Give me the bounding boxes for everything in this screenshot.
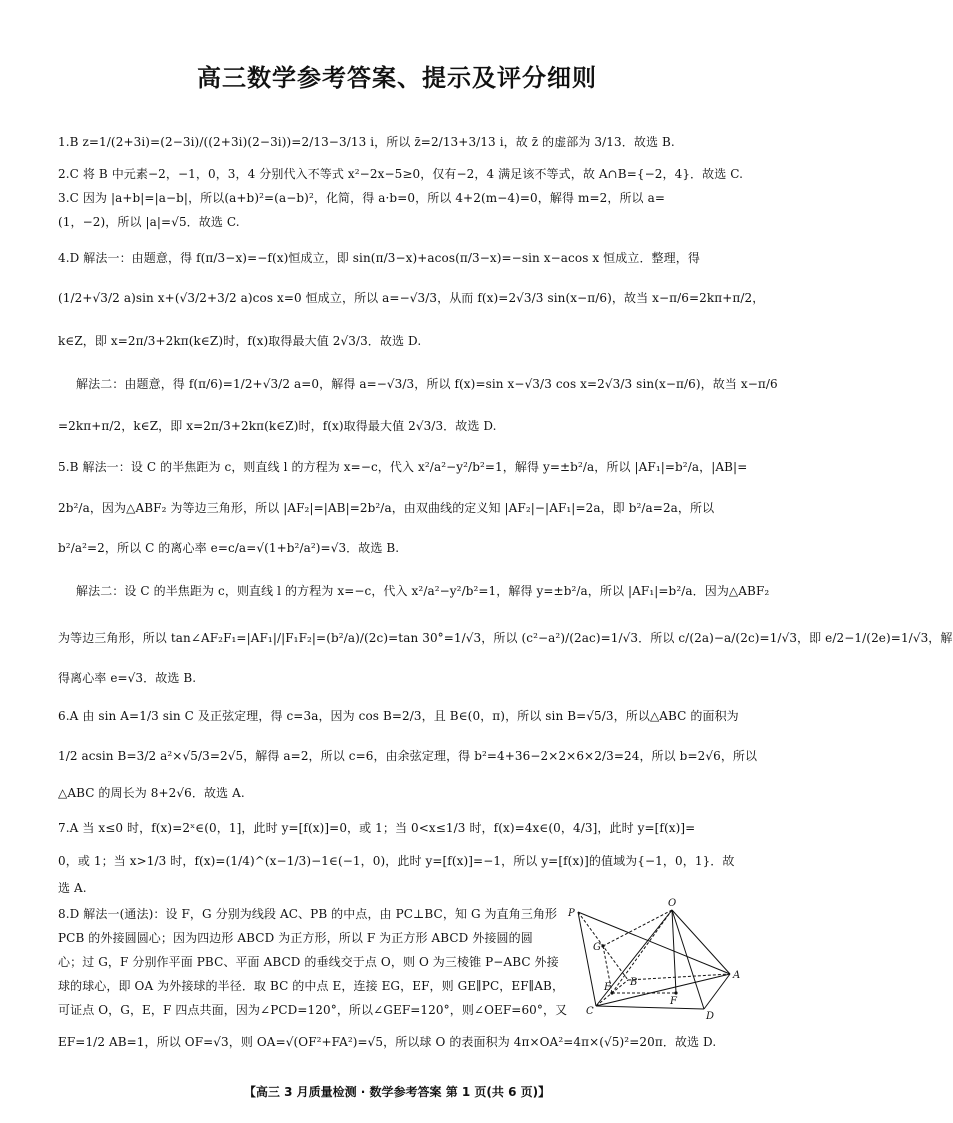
answer-1-line-1: 1.B z=1/(2+3i)=(2−3i)/((2+3i)(2−3i))=2/13−3/13 i，所以 z̄=2/13+3/13 i，故 z̄ 的虚部为 3/13．故选 B. <box>58 135 675 149</box>
edge-cd <box>596 1006 704 1009</box>
label-c: C <box>586 1006 594 1017</box>
answer-5-line-3: b²/a²=2，所以 C 的离心率 e=c/a=√(1+b²/a²)=√3．故选 B. <box>58 541 400 555</box>
point-f <box>674 991 677 994</box>
answer-6-line-2: 1/2 acsin B=3/2 a²×√5/3=2√5，解得 a=2，所以 c=6，由余弦定理，得 b²=4+36−2×2×6×2/3=24，所以 b=2√6，所以 <box>58 749 758 763</box>
page-footer: 【高三 3 月质量检测 · 数学参考答案 第 1 页(共 6 页)】 <box>243 1085 551 1099</box>
label-d: D <box>706 1011 715 1022</box>
answer-8-line-5: 可证点 O，G，E，F 四点共面，因为∠PCD=120°，所以∠GEF=120°，则∠OEF=60°，又 <box>58 1003 568 1017</box>
edge-og <box>603 910 672 946</box>
answer-8-line-2: PCB 的外接圆圆心；因为四边形 ABCD 为正方形，所以 F 为正方形 ABCD 外接圆的圆 <box>58 931 533 945</box>
answer-4-line-2: (1/2+√3/2 a)sin x+(√3/2+3/2 a)cos x=0 恒成立，所以 a=−√3/3，从而 f(x)=2√3/3 sin(x−π/6)，故当 x−π/6=2kπ+π/2， <box>58 291 765 305</box>
label-a: A <box>733 970 741 981</box>
label-o: O <box>668 898 677 909</box>
page-title: 高三数学参考答案、提示及评分细则 <box>197 64 597 92</box>
answer-8-line-6: EF=1/2 AB=1，所以 OF=√3，则 OA=√(OF²+FA²)=√5，所以球 O 的表面积为 4π×OA²=4π×(√5)²=20π．故选 D. <box>58 1035 717 1049</box>
point-g <box>601 944 604 947</box>
edge-ba <box>628 974 730 980</box>
answer-3-line-2: (1，−2)，所以 |a|=√5．故选 C. <box>58 215 240 229</box>
answer-6-line-1: 6.A 由 sin A=1/3 sin C 及正弦定理，得 c=3a，因为 cos B=2/3，且 B∈(0，π)，所以 sin B=√5/3，所以△ABC 的面积为 <box>58 709 739 723</box>
answer-4-method-2-line-2: =2kπ+π/2，k∈Z，即 x=2π/3+2kπ(k∈Z)时，f(x)取得最大值 2√3/3．故选 D. <box>58 419 497 433</box>
answer-7-line-3: 选 A. <box>58 881 87 895</box>
pyramid-diagram <box>566 896 744 1024</box>
answer-6-line-3: △ABC 的周长为 8+2√6．故选 A. <box>58 786 245 800</box>
answer-2-line-1: 2.C 将 B 中元素−2，−1，0，3，4 分别代入不等式 x²−2x−5≥0，仅有−2，4 满足该不等式，故 A∩B={−2，4}．故选 C. <box>58 167 744 181</box>
answer-8-line-1: 8.D 解法一(通法)：设 F，G 分别为线段 AC、PB 的中点，由 PC⊥BC，知 G 为直角三角形 <box>58 907 558 921</box>
answer-8-line-4: 球的球心，即 OA 为外接球的半径．取 BC 的中点 E，连接 EG，EF，则 GE∥PC，EF∥AB， <box>58 979 565 993</box>
label-p: P <box>568 908 575 919</box>
answer-5-method-2-line-1: 解法二：设 C 的半焦距为 c，则直线 l 的方程为 x=−c，代入 x²/a²−y²/b²=1，解得 y=±b²/a，所以 |AF₁|=b²/a．因为△ABF₂ <box>76 584 770 598</box>
label-f: F <box>670 996 677 1007</box>
answer-3-line-1: 3.C 因为 |a+b|=|a−b|，所以(a+b)²=(a−b)²，化简，得 a·b=0，所以 4+2(m−4)=0，解得 m=2，所以 a= <box>58 191 665 205</box>
edge-pc <box>578 912 596 1006</box>
answer-5-line-2: 2b²/a，因为△ABF₂ 为等边三角形，所以 |AF₂|=|AB|=2b²/a，由双曲线的定义知 |AF₂|−|AF₁|=2a，即 b²/a=2a，所以 <box>58 501 715 515</box>
answer-4-line-1: 4.D 解法一：由题意，得 f(π/3−x)=−f(x)恒成立，即 sin(π/3−x)+acos(π/3−x)=−sin x−acos x 恒成立．整理，得 <box>58 251 700 265</box>
answer-5-method-2-line-2: 为等边三角形，所以 tan∠AF₂F₁=|AF₁|/|F₁F₂|=(b²/a)/(2c)=tan 30°=1/√3，所以 (c²−a²)/(2ac)=1/√3．所以 c/(2a)−a/(2c)=1/√3，即 e/2−1/(2e)=1/√3，解 <box>58 631 953 645</box>
label-e: E <box>604 982 612 993</box>
edge-oa <box>672 910 730 974</box>
answer-4-line-3: k∈Z，即 x=2π/3+2kπ(k∈Z)时，f(x)取得最大值 2√3/3．故选 D. <box>58 334 422 348</box>
answer-8-line-3: 心；过 G，F 分别作平面 PBC、平面 ABCD 的垂线交于点 O，则 O 为三棱锥 P−ABC 外接 <box>58 955 559 969</box>
answer-5-method-2-line-3: 得离心率 e=√3．故选 B. <box>58 671 197 685</box>
answer-4-method-2-line-1: 解法二：由题意，得 f(π/6)=1/2+√3/2 a=0，解得 a=−√3/3，所以 f(x)=sin x−√3/3 cos x=2√3/3 sin(x−π/6)，故当 x−π/6 <box>76 377 778 391</box>
answer-7-line-2: 0，或 1；当 x>1/3 时，f(x)=(1/4)^(x−1/3)−1∈(−1，0)，此时 y=[f(x)]=−1，所以 y=[f(x)]的值域为{−1，0，1}．故 <box>58 854 735 868</box>
answer-5-line-1: 5.B 解法一：设 C 的半焦距为 c，则直线 l 的方程为 x=−c，代入 x²/a²−y²/b²=1，解得 y=±b²/a，所以 |AF₁|=b²/a，|AB|= <box>58 460 748 474</box>
label-g: G <box>593 942 601 953</box>
edge-oe <box>612 910 672 993</box>
label-b: B <box>630 977 638 988</box>
answer-7-line-1: 7.A 当 x≤0 时，f(x)=2ˣ∈(0，1]，此时 y=[f(x)]=0，或 1；当 0<x≤1/3 时，f(x)=4x∈(0，4/3]，此时 y=[f(x)]= <box>58 821 696 835</box>
